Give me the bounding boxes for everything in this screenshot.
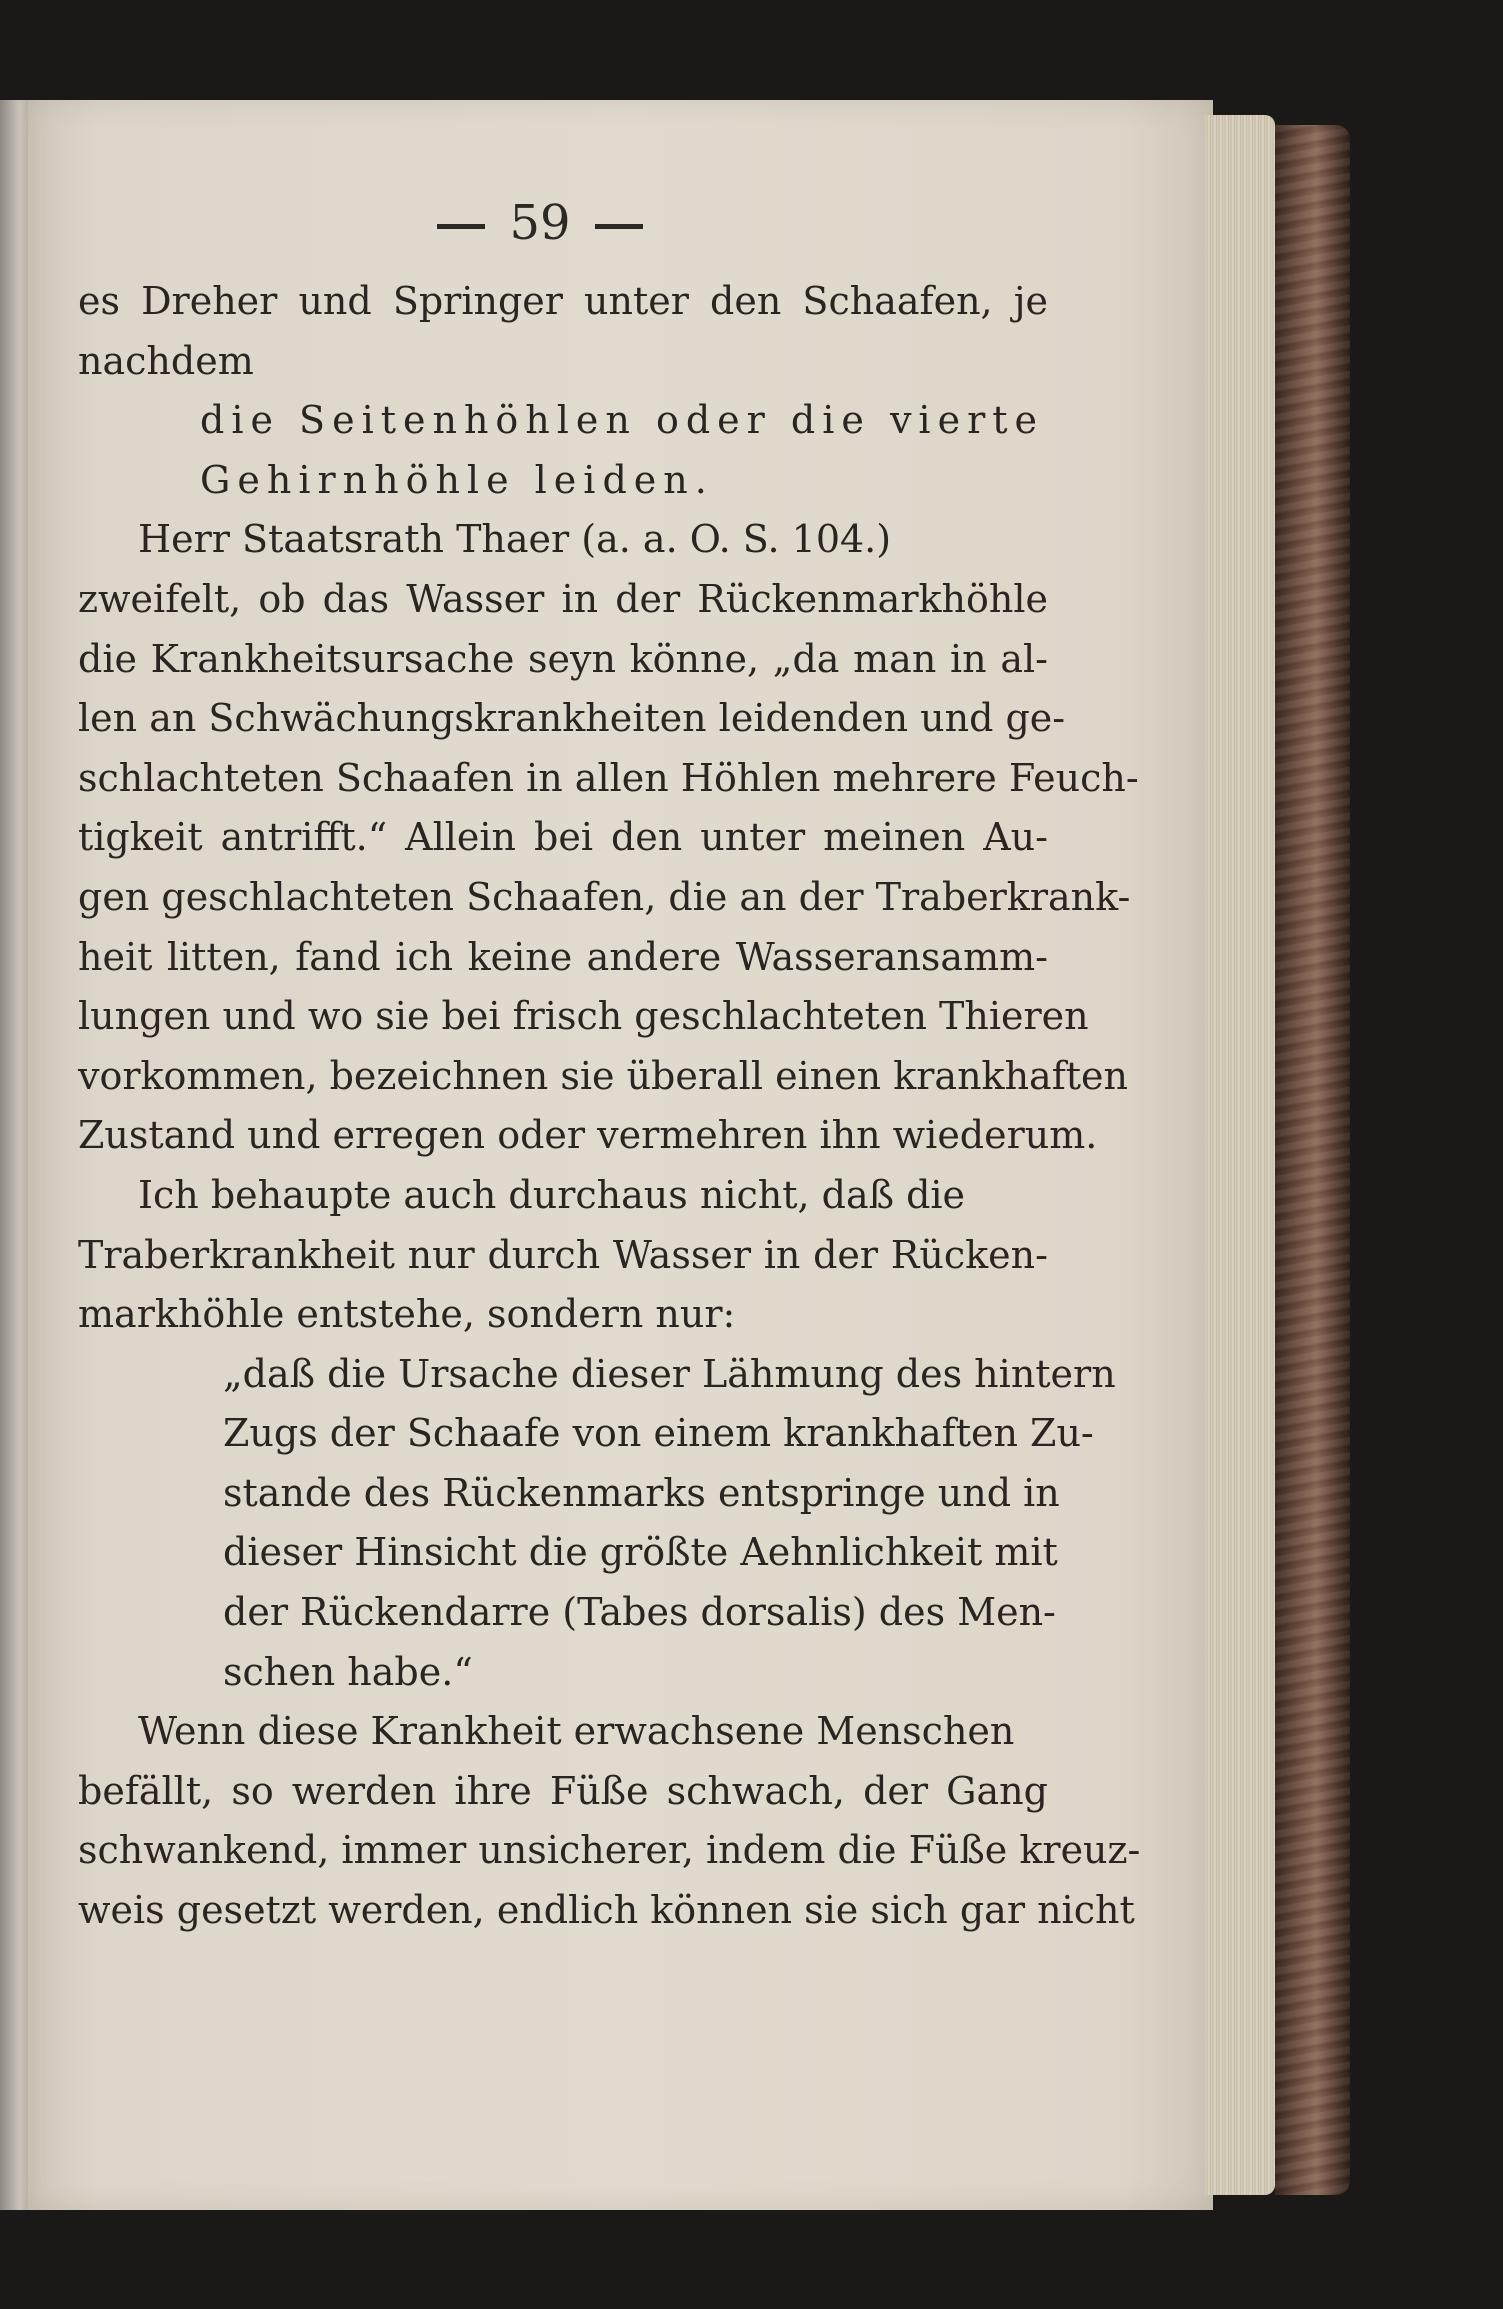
page-block-edges bbox=[1205, 115, 1275, 2195]
text-line: tigkeit antrifft.“ Allein bei den unter meinen Au- bbox=[78, 815, 1048, 860]
text-line: len an Schwächungskrankheiten leidenden und ge- bbox=[78, 696, 1066, 741]
text-line: nachdem bbox=[78, 338, 254, 383]
text-line: heit litten, fand ich keine andere Wasseransamm- bbox=[78, 934, 1048, 979]
text-line: stande des Rückenmarks entspringe und in bbox=[223, 1470, 1060, 1515]
text-line: der Rückendarre (Tabes dorsalis) des Men- bbox=[223, 1590, 1056, 1635]
body-text bbox=[78, 272, 1141, 1941]
text-line: „daß die Ursache dieser Lähmung des hintern bbox=[223, 1351, 1116, 1396]
page-number: 59 bbox=[509, 195, 571, 251]
text-line: zweifelt, ob das Wasser in der Rückenmarkhöhle bbox=[78, 576, 1048, 621]
text-line: Traberkrankheit nur durch Wasser in der Rücken- bbox=[78, 1232, 1048, 1277]
text-line: Wenn diese Krankheit erwachsene Menschen bbox=[138, 1709, 1015, 1754]
book-cover-edge bbox=[1275, 125, 1350, 2195]
text-line: lungen und wo sie bei frisch geschlachteten Thieren bbox=[78, 994, 1089, 1039]
text-line: die Krankheitsursache seyn könne, „da man in al- bbox=[78, 636, 1048, 681]
text-line: weis gesetzt werden, endlich können sie sich gar nicht bbox=[78, 1888, 1135, 1933]
text-line: schlachteten Schaafen in allen Höhlen mehrere Feuch- bbox=[78, 755, 1139, 800]
header-dash-right bbox=[595, 224, 643, 229]
text-line: schen habe.“ bbox=[223, 1649, 473, 1694]
previous-page-edge bbox=[0, 100, 28, 2210]
header-dash-left bbox=[437, 224, 485, 229]
text-line: vorkommen, bezeichnen sie überall einen krankhaften bbox=[78, 1053, 1128, 1098]
text-line: befällt, so werden ihre Füße schwach, der Gang bbox=[78, 1768, 1048, 1813]
text-line: Herr Staatsrath Thaer (a. a. O. S. 104.) bbox=[138, 517, 892, 562]
text-line: Zustand und erregen oder vermehren ihn wiederum. bbox=[78, 1113, 1098, 1158]
text-line: Zugs der Schaafe von einem krankhaften Zu- bbox=[223, 1411, 1094, 1456]
text-line: markhöhle entstehe, sondern nur: bbox=[78, 1292, 736, 1337]
text-line: gen geschlachteten Schaafen, die an der Traberkrank- bbox=[78, 874, 1131, 919]
text-line: dieser Hinsicht die größte Aehnlichkeit mit bbox=[223, 1530, 1058, 1575]
text-line: die Seitenhöhlen oder die vierte bbox=[200, 398, 1044, 443]
text-line: Gehirnhöhle leiden. bbox=[200, 457, 714, 502]
page-header bbox=[390, 188, 690, 258]
text-line: Ich behaupte auch durchaus nicht, daß die bbox=[138, 1172, 966, 1217]
text-line: schwankend, immer unsicherer, indem die Füße kreuz- bbox=[78, 1828, 1141, 1873]
text-line: es Dreher und Springer unter den Schaafen, je bbox=[78, 279, 1048, 323]
